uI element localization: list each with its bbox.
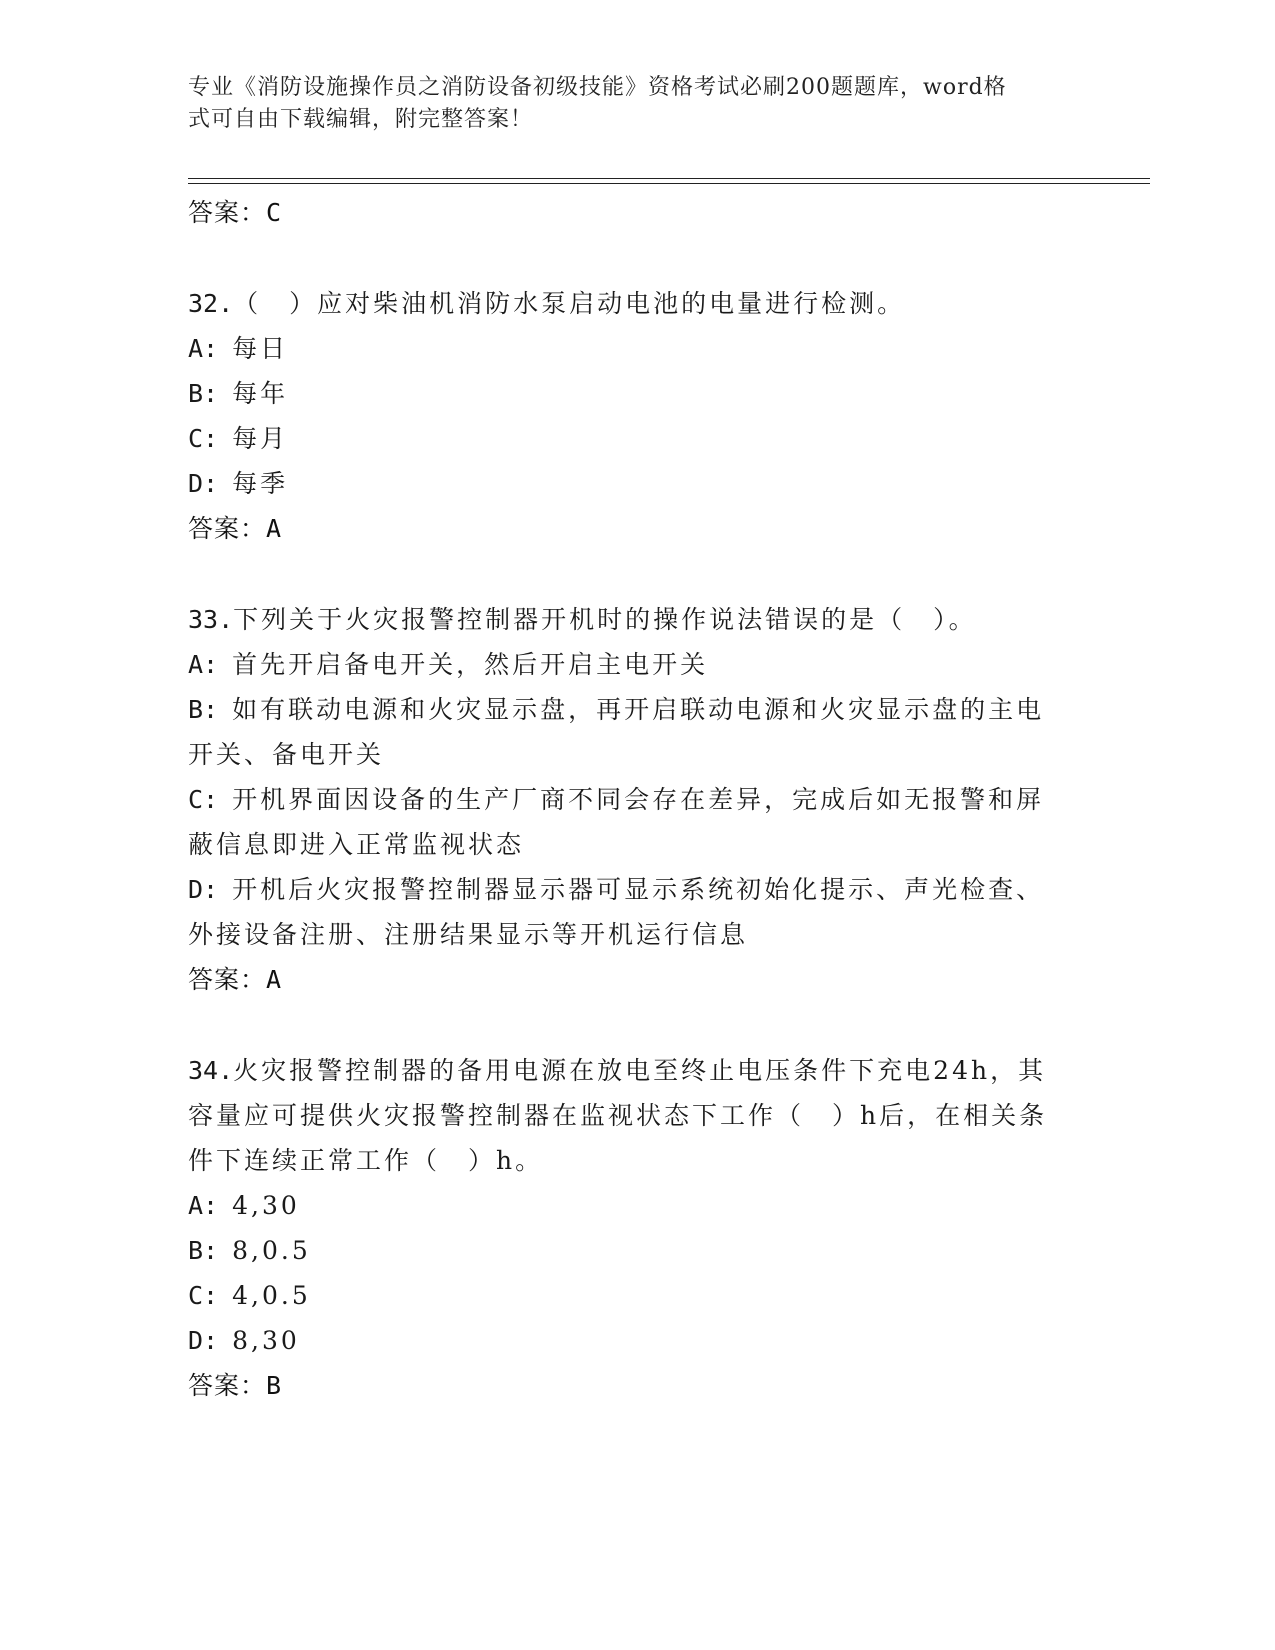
answer-line bbox=[188, 1363, 1088, 1408]
option-line bbox=[188, 912, 1088, 957]
document-body bbox=[188, 190, 1088, 1408]
option-key: B: bbox=[188, 1236, 219, 1265]
question-stem-line bbox=[188, 1048, 1088, 1093]
option-text: 如有联动电源和火灾显示盘，再开启联动电源和火灾显示盘的主电 bbox=[232, 695, 1045, 724]
question-block bbox=[188, 1002, 1088, 1408]
question-block bbox=[188, 551, 1088, 1002]
option-line bbox=[188, 461, 1088, 506]
header-rule-top bbox=[188, 178, 1150, 179]
answer-line bbox=[188, 957, 1088, 1002]
option-key: A: bbox=[188, 334, 219, 363]
question-spacer bbox=[188, 551, 1088, 597]
header-line-2: 式可自由下载编辑，附完整答案！ bbox=[188, 107, 534, 132]
option-key: B: bbox=[188, 379, 219, 408]
option-line bbox=[188, 867, 1088, 912]
answer-value: C bbox=[266, 198, 283, 227]
option-text: 开机后火灾报警控制器显示器可显示系统初始化提示、声光检查、 bbox=[232, 875, 1045, 904]
option-text: 8,0.5 bbox=[232, 1236, 311, 1265]
option-line bbox=[188, 416, 1088, 461]
option-line bbox=[188, 642, 1088, 687]
option-key: A: bbox=[188, 1191, 219, 1220]
answer-label: 答案： bbox=[188, 514, 267, 543]
option-line bbox=[188, 822, 1088, 867]
previous-answer bbox=[188, 190, 1088, 235]
answer-label: 答案： bbox=[188, 1371, 267, 1400]
question-list bbox=[188, 235, 1088, 1408]
option-line bbox=[188, 1318, 1088, 1363]
answer-value: A bbox=[266, 965, 283, 994]
option-text: 4,30 bbox=[232, 1191, 300, 1220]
option-text: 每日 bbox=[232, 334, 289, 363]
answer-value: B bbox=[266, 1371, 283, 1400]
header-rule-bottom bbox=[188, 183, 1150, 184]
option-text: 每季 bbox=[232, 469, 289, 498]
option-line bbox=[188, 326, 1088, 371]
option-key: D: bbox=[188, 469, 219, 498]
option-line bbox=[188, 1273, 1088, 1318]
question-number: 32. bbox=[188, 289, 234, 318]
option-text: 每年 bbox=[232, 379, 289, 408]
option-key: C: bbox=[188, 785, 219, 814]
question-stem-line bbox=[188, 1138, 1088, 1183]
document-header bbox=[188, 72, 1088, 136]
option-text: 4,0.5 bbox=[232, 1281, 311, 1310]
option-key: A: bbox=[188, 650, 219, 679]
question-spacer bbox=[188, 1002, 1088, 1048]
option-key: C: bbox=[188, 1281, 219, 1310]
option-text: 首先开启备电开关，然后开启主电开关 bbox=[232, 650, 709, 679]
question-stem-line bbox=[188, 597, 1088, 642]
option-text: 开关、备电开关 bbox=[188, 740, 385, 769]
question-spacer bbox=[188, 235, 1088, 281]
option-key: D: bbox=[188, 1326, 219, 1355]
answer-label: 答案： bbox=[188, 198, 267, 227]
answer-label: 答案： bbox=[188, 965, 267, 994]
question-stem-line bbox=[188, 281, 1088, 326]
option-text: 8,30 bbox=[232, 1326, 300, 1355]
option-line bbox=[188, 1228, 1088, 1273]
option-line bbox=[188, 1183, 1088, 1228]
option-text: 每月 bbox=[232, 424, 289, 453]
option-text: 外接设备注册、注册结果显示等开机运行信息 bbox=[188, 920, 749, 949]
option-text: 开机界面因设备的生产厂商不同会存在差异，完成后如无报警和屏 bbox=[232, 785, 1045, 814]
option-line bbox=[188, 777, 1088, 822]
option-text: 蔽信息即进入正常监视状态 bbox=[188, 830, 525, 859]
question-stem-text: （ ）应对柴油机消防水泵启动电池的电量进行检测。 bbox=[233, 289, 906, 318]
answer-line bbox=[188, 506, 1088, 551]
question-block bbox=[188, 235, 1088, 551]
option-line bbox=[188, 371, 1088, 416]
option-line bbox=[188, 732, 1088, 777]
question-number: 34. bbox=[188, 1056, 234, 1085]
question-stem-text: 火灾报警控制器的备用电源在放电至终止电压条件下充电24h，其 bbox=[233, 1056, 1047, 1085]
header-line-1: 专业《消防设施操作员之消防设备初级技能》资格考试必刷200题题库，word格 bbox=[188, 75, 1007, 100]
question-stem-line bbox=[188, 1093, 1088, 1138]
question-number: 33. bbox=[188, 605, 234, 634]
option-line bbox=[188, 687, 1088, 732]
answer-value: A bbox=[266, 514, 283, 543]
option-key: D: bbox=[188, 875, 219, 904]
question-stem-text: 下列关于火灾报警控制器开机时的操作说法错误的是（ ）。 bbox=[233, 605, 977, 634]
question-stem-text: 件下连续正常工作（ ）h。 bbox=[188, 1146, 544, 1175]
option-key: B: bbox=[188, 695, 219, 724]
question-stem-text: 容量应可提供火灾报警控制器在监视状态下工作（ ）h后，在相关条 bbox=[188, 1101, 1048, 1130]
option-key: C: bbox=[188, 424, 219, 453]
